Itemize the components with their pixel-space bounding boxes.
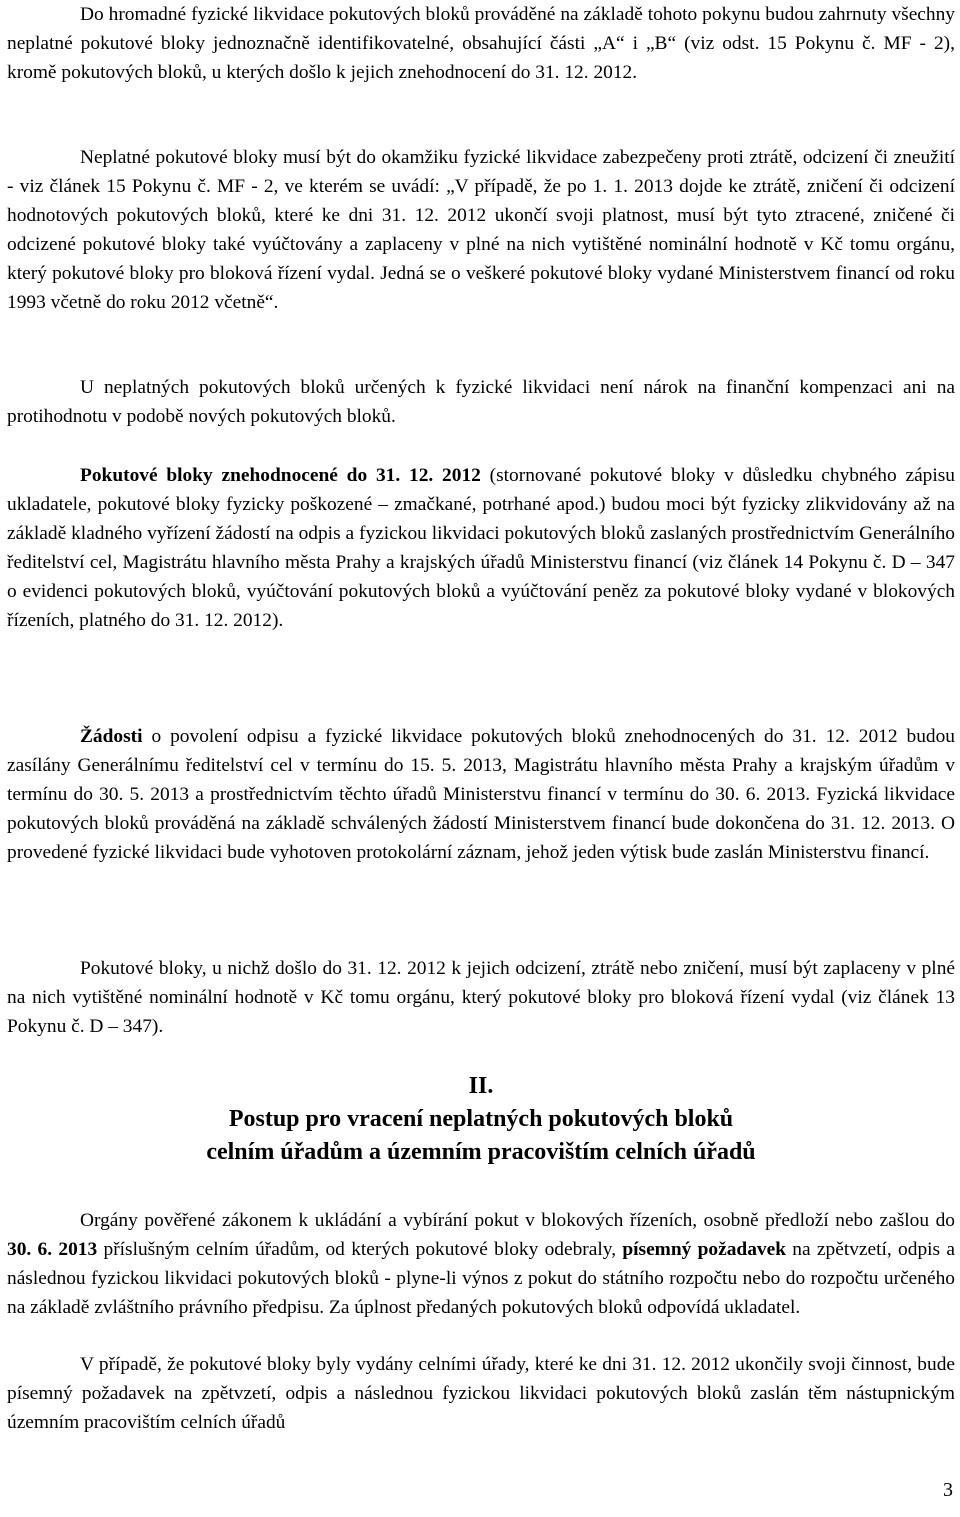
return-procedure-text-a: Orgány pověřené zákonem k ukládání a vybírání pokut v blokových řízeních, osobně předloží nebo zašlou do <box>80 1210 955 1231</box>
paragraph-no-compensation: U neplatných pokutových bloků určených k fyzické likvidaci není nárok na finanční kompenzaci ani na protihodnotu v podobě nových pokutových bloků. <box>7 377 955 427</box>
devalued-blocks-title: Pokutové bloky znehodnocené do 31. 12. 2012 <box>80 465 481 486</box>
return-procedure-text-e: na zpětvzetí, odpis a následnou fyzickou likvidaci pokutových bloků - plyne-li výnos z pokut do státního rozpočtu nebo do rozpočtu určeného na základě zvláštního právního předpisu. Za úplnost předaných pokutových bloků odpovídá ukladatel. <box>7 1239 955 1318</box>
devalued-blocks-text: (stornované pokutové bloky v důsledku chybného zápisu ukladatele, pokutové bloky fyzicky poškozené – zmačkané, potrhané apod.) budou moci být fyzicky zlikvidovány až na základě kladného vyřízení žádostí na odpis a fyzickou likvidaci pokutových bloků zaslaných prostřednictvím Generálního ředitelství cel, Magistrátu hlavního města Prahy a krajských úřadů Ministerstvu financí (viz článek 14 Pokynu č. D – 347 o evidenci pokutových bloků, vyúčtování pokutových bloků a vyúčtování peněz za pokutové bloky vydané v blokových řízeních, platného do 31. 12. 2012). <box>7 465 955 631</box>
paragraph-protection <box>7 143 955 317</box>
section-title-line-2: celním úřadům a územním pracovištím celních úřadů <box>206 1139 756 1165</box>
paragraph-devalued-blocks <box>7 461 955 635</box>
requests-title: Žádosti <box>80 726 143 747</box>
return-procedure-request: písemný požadavek <box>622 1239 786 1260</box>
return-procedure-deadline: 30. 6. 2013 <box>7 1239 98 1260</box>
section-heading <box>7 1070 955 1169</box>
requests-text: o povolení odpisu a fyzické likvidace pokutových bloků znehodnocených do 31. 12. 2012 budou zasílány Generálnímu ředitelství cel v termínu do 15. 5. 2013, Magistrátu hlavního města Prahy a krajským úřadům v termínu do 30. 5. 2013 a prostřednictvím těchto úřadů Ministerstvu financí v termínu do 30. 6. 2013. Fyzická likvidace pokutových bloků prováděná na základě schválených žádostí Ministerstvem financí bude dokončena do 31. 12. 2013. O provedené fyzické likvidaci bude vyhotoven protokolární záznam, jehož jeden výtisk bude zaslán Ministerstvu financí. <box>7 726 955 863</box>
paragraph-protection-text: Neplatné pokutové bloky musí být do okamžiku fyzické likvidace zabezpečeny proti ztrátě, odcizení či zneužití - viz článek 15 Pokynu č. MF - 2, ve kterém se uvádí: „V případě, že po 1. 1. 2013 dojde ke ztrátě, zničení či odcizení hodnotových pokutových bloků, které ke dni 31. 12. 2012 ukončí svoji platnost, musí být tyto ztracené, zničené či odcizené pokutové bloky také vyúčtovány a zaplaceny v plné na nich vytištěné nominální hodnotě v Kč tomu orgánu, který pokutové bloky pro bloková řízení vydal. <box>7 147 955 284</box>
section-title-line-1: Postup pro vracení neplatných pokutových bloků <box>228 1106 734 1132</box>
paragraph-defunct-offices: V případě, že pokutové bloky byly vydány celními úřady, které ke dni 31. 12. 2012 ukončily svoji činnost, bude písemný požadavek na zpětvzetí, odpis a následnou fyzickou likvidaci pokutových bloků zaslán těm nástupnickým územním pracovištím celních úřadů <box>7 1354 955 1433</box>
paragraph-return-procedure <box>7 1206 955 1322</box>
return-procedure-text-c: příslušným celním úřadům, od kterých pokutové bloky odebraly, <box>97 1239 623 1260</box>
page-number: 3 <box>943 1479 953 1501</box>
paragraph-protection-tail: Jedná se o veškeré pokutové bloky vydané Ministerstvem financí od roku 1993 včetně do roku 2012 včetně“. <box>7 263 955 313</box>
paragraph-bulk-disposal: Do hromadné fyzické likvidace pokutových bloků prováděné na základě tohoto pokynu budou zahrnuty všechny neplatné pokutové bloky jednoznačně identifikovatelné, obsahující části „A“ i „B“ (viz odst. 15 Pokynu č. MF - 2), kromě pokutových bloků, u kterých došlo k jejich znehodnocení do 31. 12. 2012. <box>7 4 955 83</box>
paragraph-stolen-blocks: Pokutové bloky, u nichž došlo do 31. 12. 2012 k jejich odcizení, ztrátě nebo zničení, musí být zaplaceny v plné na nich vytištěné nominální hodnotě v Kč tomu orgánu, který pokutové bloky pro bloková řízení vydal (viz článek 13 Pokynu č. D – 347). <box>7 958 955 1037</box>
section-number: II. <box>468 1073 494 1099</box>
paragraph-requests <box>7 722 955 867</box>
